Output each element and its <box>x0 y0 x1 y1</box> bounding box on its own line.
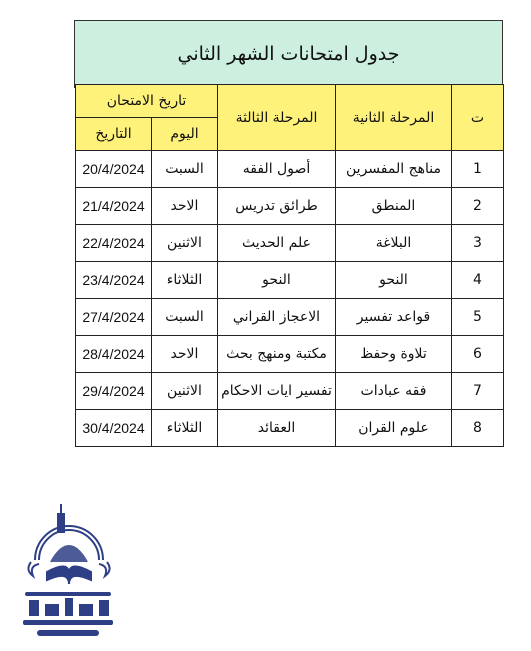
page-title: جدول امتحانات الشهر الثاني <box>74 20 503 88</box>
row-stage2: قواعد تفسير <box>336 299 452 336</box>
row-stage3: العقائد <box>218 410 336 447</box>
exam-schedule-table <box>75 84 504 447</box>
header-date: التاريخ <box>76 118 152 151</box>
row-num: 2 <box>452 188 504 225</box>
table-row <box>76 336 504 373</box>
table-row <box>76 151 504 188</box>
row-day: الاحد <box>152 188 218 225</box>
row-day: الاحد <box>152 336 218 373</box>
row-num: 5 <box>452 299 504 336</box>
row-stage2: البلاغة <box>336 225 452 262</box>
row-stage2: النحو <box>336 262 452 299</box>
row-stage2: تلاوة وحفظ <box>336 336 452 373</box>
row-date: 21/4/2024 <box>76 188 152 225</box>
row-stage3: علم الحديث <box>218 225 336 262</box>
row-num: 4 <box>452 262 504 299</box>
row-num: 1 <box>452 151 504 188</box>
row-stage3: طرائق تدريس <box>218 188 336 225</box>
row-date: 30/4/2024 <box>76 410 152 447</box>
row-stage2: المنطق <box>336 188 452 225</box>
table-row <box>76 225 504 262</box>
row-day: الثلاثاء <box>152 262 218 299</box>
row-date: 27/4/2024 <box>76 299 152 336</box>
row-date: 29/4/2024 <box>76 373 152 410</box>
university-seal-icon <box>17 500 119 640</box>
table-row <box>76 262 504 299</box>
row-date: 22/4/2024 <box>76 225 152 262</box>
row-day: الاثنين <box>152 225 218 262</box>
row-stage3: مكتبة ومنهج بحث <box>218 336 336 373</box>
row-stage3: الاعجاز القراني <box>218 299 336 336</box>
row-stage2: مناهج المفسرين <box>336 151 452 188</box>
header-stage3: المرحلة الثالثة <box>218 85 336 151</box>
row-day: الثلاثاء <box>152 410 218 447</box>
row-num: 6 <box>452 336 504 373</box>
header-stage2: المرحلة الثانية <box>336 85 452 151</box>
row-num: 3 <box>452 225 504 262</box>
row-date: 20/4/2024 <box>76 151 152 188</box>
row-stage3: أصول الفقه <box>218 151 336 188</box>
row-stage2: علوم القران <box>336 410 452 447</box>
row-stage3: تفسير ايات الاحكام <box>218 373 336 410</box>
row-day: السبت <box>152 151 218 188</box>
row-stage2: فقه عبادات <box>336 373 452 410</box>
header-day: اليوم <box>152 118 218 151</box>
table-row <box>76 410 504 447</box>
header-exam-date: تاريخ الامتحان <box>76 85 218 118</box>
row-date: 23/4/2024 <box>76 262 152 299</box>
row-date: 28/4/2024 <box>76 336 152 373</box>
row-day: السبت <box>152 299 218 336</box>
table-row <box>76 188 504 225</box>
row-num: 7 <box>452 373 504 410</box>
table-row <box>76 299 504 336</box>
row-num: 8 <box>452 410 504 447</box>
row-day: الاثنين <box>152 373 218 410</box>
header-num: ت <box>452 85 504 151</box>
row-stage3: النحو <box>218 262 336 299</box>
table-row <box>76 373 504 410</box>
